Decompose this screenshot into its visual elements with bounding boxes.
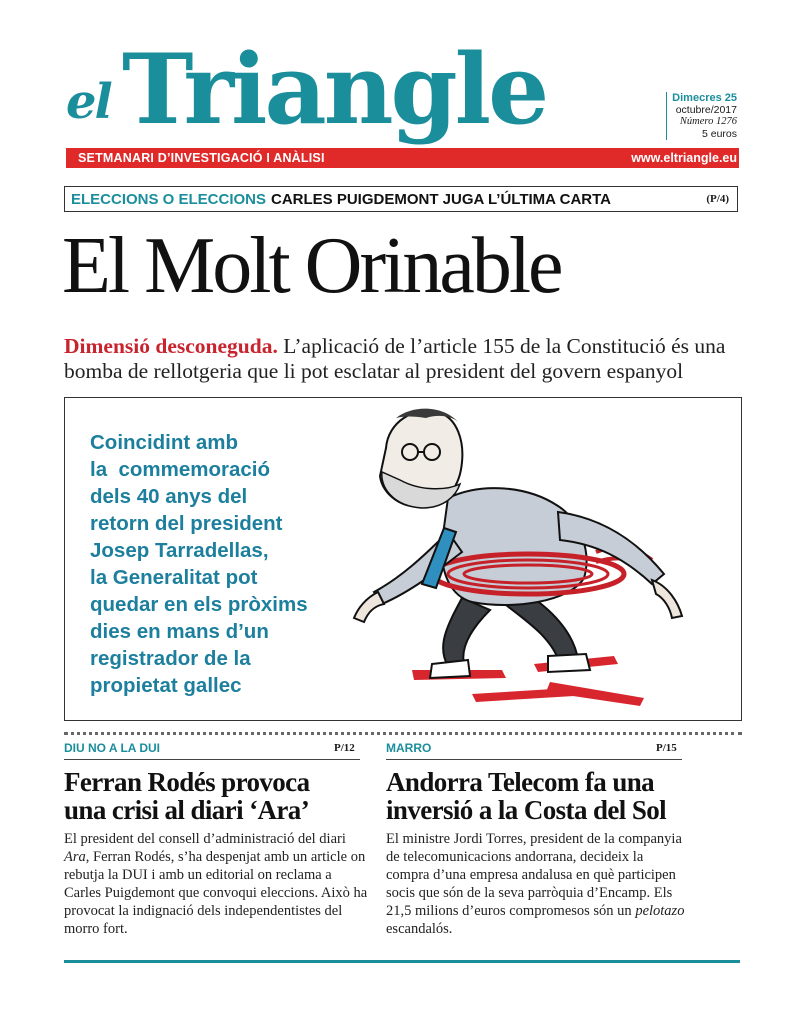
right-body [386,830,686,938]
right-section-rule [386,759,682,760]
right-page-ref: P/15 [656,742,677,754]
right-headline-line: inversió a la Costa del Sol [386,795,667,825]
feature-line: registrador de la [90,647,251,670]
feature-line: la commemoració [90,458,271,481]
issue-price: 5 euros [701,128,737,140]
website-link[interactable]: www.eltriangle.eu [631,151,737,165]
right-body-text: El ministre Jordi Torres, president de la companyia de telecomunicacions andorrana, decideix la compra d’una empresa andalusa en què participen socis que són de la seva parròquia d’Encamp. Els 21,5 milions d’euros compromesos són un [386,831,682,919]
main-headline: El Molt Orinable [62,222,561,310]
feature-line: dies en mans d’un [90,620,269,643]
kicker-page-ref: (P/4) [706,193,729,205]
kicker-section: ELECCIONS O ELECCIONS [71,191,267,208]
issue-month: octubre/2017 [675,104,737,116]
section-divider [64,732,742,735]
issue-day: Dimecres 25 [672,92,737,104]
left-body [64,830,370,938]
left-body-text: El president del consell d’administració del diari [64,831,346,847]
left-body-italic: Ara [64,849,86,865]
deck-lead: Dimensió desconeguda. [64,334,278,358]
feature-line: retorn del president [90,512,283,535]
kicker-title: CARLES PUIGDEMONT JUGA L’ÚLTIMA CARTA [271,191,611,208]
deck [64,334,742,384]
left-headline[interactable] [64,768,374,824]
feature-line: la Generalitat pot [90,566,258,589]
feature-text [90,429,330,699]
issue-info [672,92,737,140]
deck-text: L’aplicació de l’article 155 de la Constitució és una bomba de rellotgeria que li pot esclatar al president del govern espanyol [64,334,726,383]
left-section-rule [64,759,360,760]
kicker-box[interactable] [64,186,738,212]
issue-divider [666,92,667,140]
logo-triangle: Triangle [122,33,547,146]
feature-line: dels 40 anys del [90,485,248,508]
right-body-text: escandalós. [386,921,453,937]
feature-line: Josep Tarradellas, [90,539,269,562]
caricature-illustration [352,402,728,714]
right-body-italic: pelotazo [635,903,685,919]
left-headline-line: Ferran Rodés provoca [64,767,310,797]
footer-rule [64,960,740,963]
feature-line: propietat gallec [90,674,242,697]
left-section-label[interactable]: DIU NO A LA DUI [64,741,160,755]
logo-el: el [66,74,111,130]
right-headline-line: Andorra Telecom fa una [386,767,655,797]
left-headline-line: una crisi al diari ‘Ara’ [64,795,310,825]
feature-line: Coincidint amb [90,431,239,454]
tagline: SETMANARI D’INVESTIGACIÓ I ANÀLISI [78,151,325,165]
issue-number: Número 1276 [679,116,737,127]
right-section-label[interactable]: MARRO [386,741,432,755]
left-page-ref: P/12 [334,742,355,754]
feature-line: quedar en els pròxims [90,593,308,616]
right-headline[interactable] [386,768,726,824]
left-body-text: , Ferran Rodés, s’ha despenjat amb un article on rebutja la DUI i amb un editorial on reclama a Carles Puigdemont que convoqui eleccions. Això ha provocat la indignació dels independentistes del morro fort. [64,849,368,937]
